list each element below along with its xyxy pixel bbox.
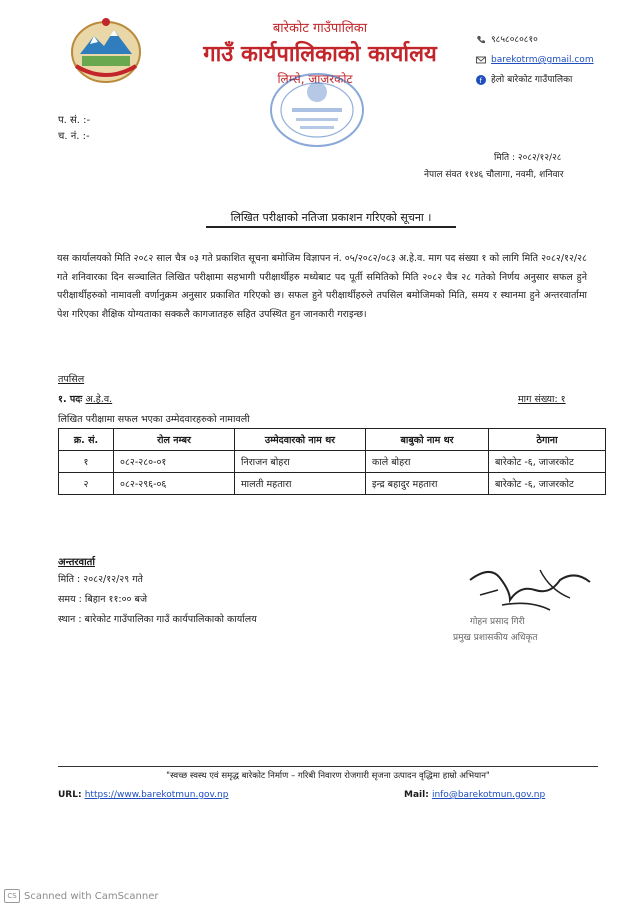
footer-divider	[58, 766, 598, 767]
nepal-samvat-date: नेपाल संवत ११४६ चौलागा, नवमी, शनिवार	[424, 170, 564, 180]
cell-serial: १	[59, 451, 114, 473]
cell-father: इन्द्र बहादुर महतारा	[366, 473, 489, 495]
post-value: अ.हे.व.	[85, 394, 113, 405]
office-address: लिम्से, जाजरकोट	[277, 72, 353, 86]
nepal-emblem-icon	[66, 14, 146, 86]
interview-date: मिति : २०८२/१२/२९ गते	[58, 574, 143, 585]
signatory-title: प्रमुख प्रशासकीय अधिकृत	[453, 633, 538, 643]
office-stamp-icon	[262, 68, 372, 152]
demand-label: माग संख्या: १	[518, 394, 566, 405]
scanner-text: Scanned with CamScanner	[24, 890, 159, 902]
footer-mail	[404, 790, 545, 800]
website-link[interactable]: https://www.barekotmun.gov.np	[84, 790, 229, 800]
svg-text:f: f	[479, 77, 482, 85]
interview-place: स्थान : बारेकोट गाउँपालिका गाउँ कार्यपालिकाको कार्यालय	[58, 614, 257, 625]
cell-father: काले बोहरा	[366, 451, 489, 473]
url-label: URL:	[58, 790, 85, 800]
phone-icon	[476, 35, 486, 45]
cell-roll: ०८२-२८०-०१	[114, 451, 235, 473]
interview-time: समय : बिहान ११:०० बजे	[58, 594, 147, 605]
cell-address: बारेकोट -६, जाजरकोट	[489, 451, 606, 473]
col-serial: क्र. सं.	[59, 429, 114, 451]
table-header-row	[59, 429, 606, 451]
letter-date: मिति : २०८२/१२/२८	[494, 153, 562, 163]
results-table	[58, 428, 606, 495]
office-name: गाउँ कार्यपालिकाको कार्यालय	[203, 42, 437, 67]
cell-address: बारेकोट -६, जाजरकोट	[489, 473, 606, 495]
signatory-name: गोहन प्रसाद गिरी	[470, 617, 525, 627]
footer-slogan: "स्वच्छ स्वस्थ एवं समृद्ध बारेकोट निर्माण – गरिबी निवारण रोजगारी सृजना उत्पादन वृद्धिमा हाम्रो अभियान"	[166, 771, 490, 781]
contact-facebook	[476, 70, 594, 90]
col-candidate: उम्मेदवारको नाम थर	[235, 429, 366, 451]
cell-serial: २	[59, 473, 114, 495]
col-roll: रोल नम्बर	[114, 429, 235, 451]
col-address: ठेगाना	[489, 429, 606, 451]
municipality-name: बारेकोट गाउँपालिका	[272, 21, 368, 36]
facebook-page: हेलो बारेकोट गाउँपालिका	[491, 75, 573, 85]
table-row	[59, 473, 606, 495]
contact-phone	[476, 30, 594, 50]
dispatch-number: च. नं. :-	[58, 131, 90, 142]
envelope-icon	[476, 55, 486, 65]
footer-url	[58, 790, 228, 800]
scanner-watermark	[4, 889, 159, 903]
letter-number: प. सं. :-	[58, 115, 91, 126]
notice-subject: लिखित परीक्षाको नतिजा प्रकाशन गरिएको सूचना ।	[206, 210, 456, 228]
contact-block	[476, 30, 594, 90]
notice-body: यस कार्यालयको मिति २०८२ साल चैत्र ०३ गते प्रकाशित सूचना बमोजिम विज्ञापन नं. ०५/२०८२/०८३ अ.हे.व. माग पद संख्या १ को लागि मिति २०८२/१२/२८ गते शनिवारका दिन सञ्चालित लिखित परीक्षामा सहभागी परीक्षार्थीहरु मध्येबाट पद पूर्ती समितिको मिति २०८२ चैत्र २८ गतेको निर्णय अनुसार सफल हुने परीक्षार्थीहरुको नामावली वर्णानुक्रम अनुसार प्रकाशित गरिएको छ। सफल हुने परीक्षार्थीहरुले तपसिल बमोजिमको मिति, समय र स्थानमा हुने अन्तरवार्तामा पेश गरिएका शैक्षिक योग्यताका सक्कलै कागजातहरु सहित उपस्थित हुन जानकारी गराइन्छ।	[57, 253, 587, 320]
demand-count	[518, 392, 566, 405]
cell-candidate: मालती महतारा	[235, 473, 366, 495]
mail-label: Mail:	[404, 790, 432, 800]
mail-link[interactable]: info@barekotmun.gov.np	[431, 790, 546, 800]
cell-candidate: निराजन बोहरा	[235, 451, 366, 473]
table-row	[59, 451, 606, 473]
cell-roll: ०८२-२९६-०६	[114, 473, 235, 495]
list-caption: लिखित परीक्षामा सफल भएका उम्मेदवारहरुको नामावली	[58, 414, 250, 425]
facebook-icon	[476, 75, 486, 85]
contact-email	[476, 50, 594, 70]
post-label: १. पदः	[58, 394, 86, 405]
interview-heading: अन्तरवार्ता	[58, 557, 95, 568]
phone-number: ९८५८०८०८१०	[491, 35, 538, 45]
camscanner-logo-icon: CS	[4, 889, 20, 903]
details-heading: तपसिल	[58, 374, 85, 385]
col-father: बाबुको नाम थर	[366, 429, 489, 451]
email-link[interactable]: barekotrm@gmail.com	[491, 55, 594, 65]
post-line	[58, 392, 112, 405]
